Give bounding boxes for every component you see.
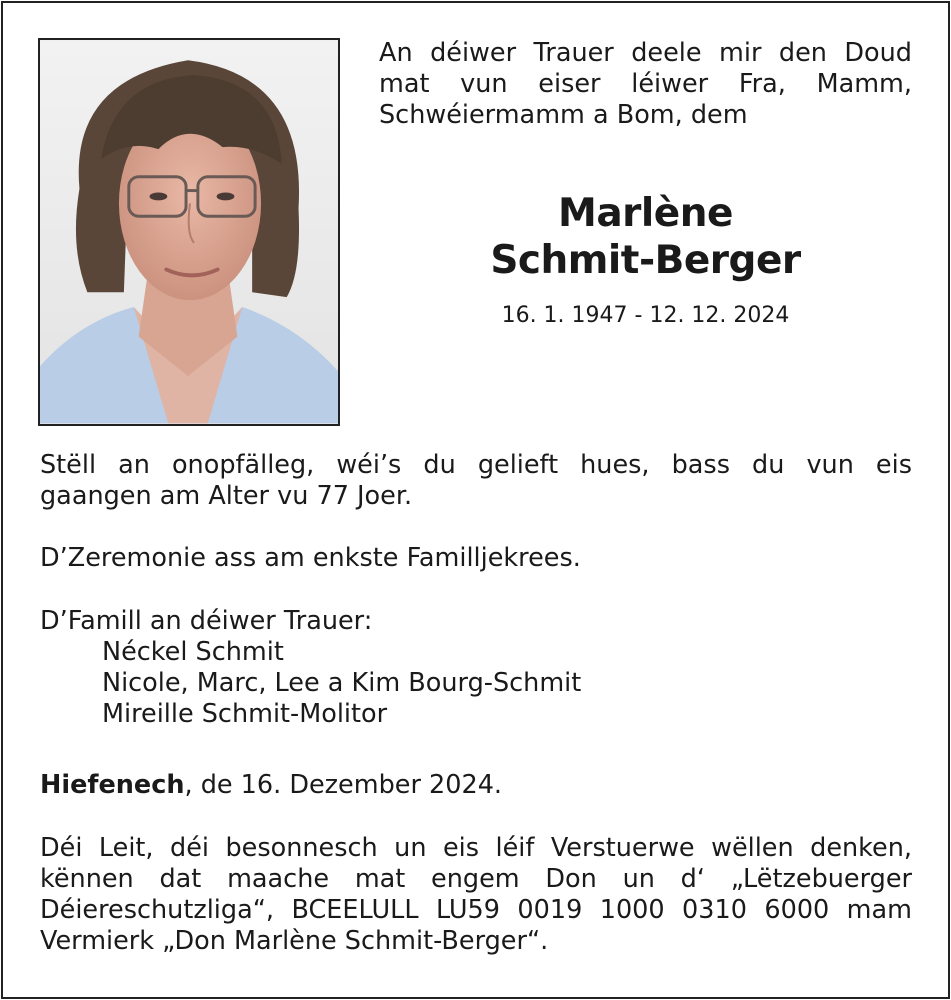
life-dates: 16. 1. 1947 - 12. 12. 2024 — [501, 303, 790, 328]
passing-line: gaangen am Alter vu 77 Joer. — [40, 481, 413, 511]
intro-text — [379, 38, 912, 131]
ceremony-paragraph: D’Zeremonie ass am enkste Familljekrees. — [40, 543, 581, 573]
intro-line: An déiwer Trauer deele mir den Doud — [379, 38, 912, 68]
place-name: Hiefenech — [40, 770, 185, 800]
family-member: Néckel Schmit — [102, 637, 284, 667]
family-member: Mireille Schmit-Molitor — [102, 699, 388, 729]
donation-paragraph — [40, 833, 912, 957]
family-member: Nicole, Marc, Lee a Kim Bourg-Schmit — [102, 668, 582, 698]
first-name: Marlène — [558, 191, 733, 236]
place-date-line — [40, 770, 912, 801]
intro-line: Schwéiermamm a Bom, dem — [379, 100, 748, 130]
deceased-name — [379, 190, 912, 284]
portrait-image — [40, 40, 338, 424]
donation-line: kënnen dat maache mat engem Don un d‘ „Lëtzebuerger — [40, 864, 912, 894]
donation-line: Déi Leit, déi besonnesch un eis léif Verstuerwe wëllen denken, — [40, 833, 912, 863]
passing-paragraph — [40, 450, 912, 512]
donation-line: Vermierk „Don Marlène Schmit-Berger“. — [40, 926, 549, 956]
portrait-photo — [38, 38, 340, 426]
last-name: Schmit-Berger — [490, 238, 801, 283]
intro-line: mat vun eiser léiwer Fra, Mamm, — [379, 69, 912, 99]
donation-line: Déiereschutzliga“, BCEELULL LU59 0019 1000 0310 6000 mam — [40, 895, 912, 925]
family-block — [40, 606, 912, 730]
date-text: , de 16. Dezember 2024. — [184, 770, 503, 800]
family-heading: D’Famill an déiwer Trauer: — [40, 606, 373, 636]
passing-line: Stëll an onopfälleg, wéi’s du gelieft hues, bass du vun eis — [40, 450, 912, 480]
